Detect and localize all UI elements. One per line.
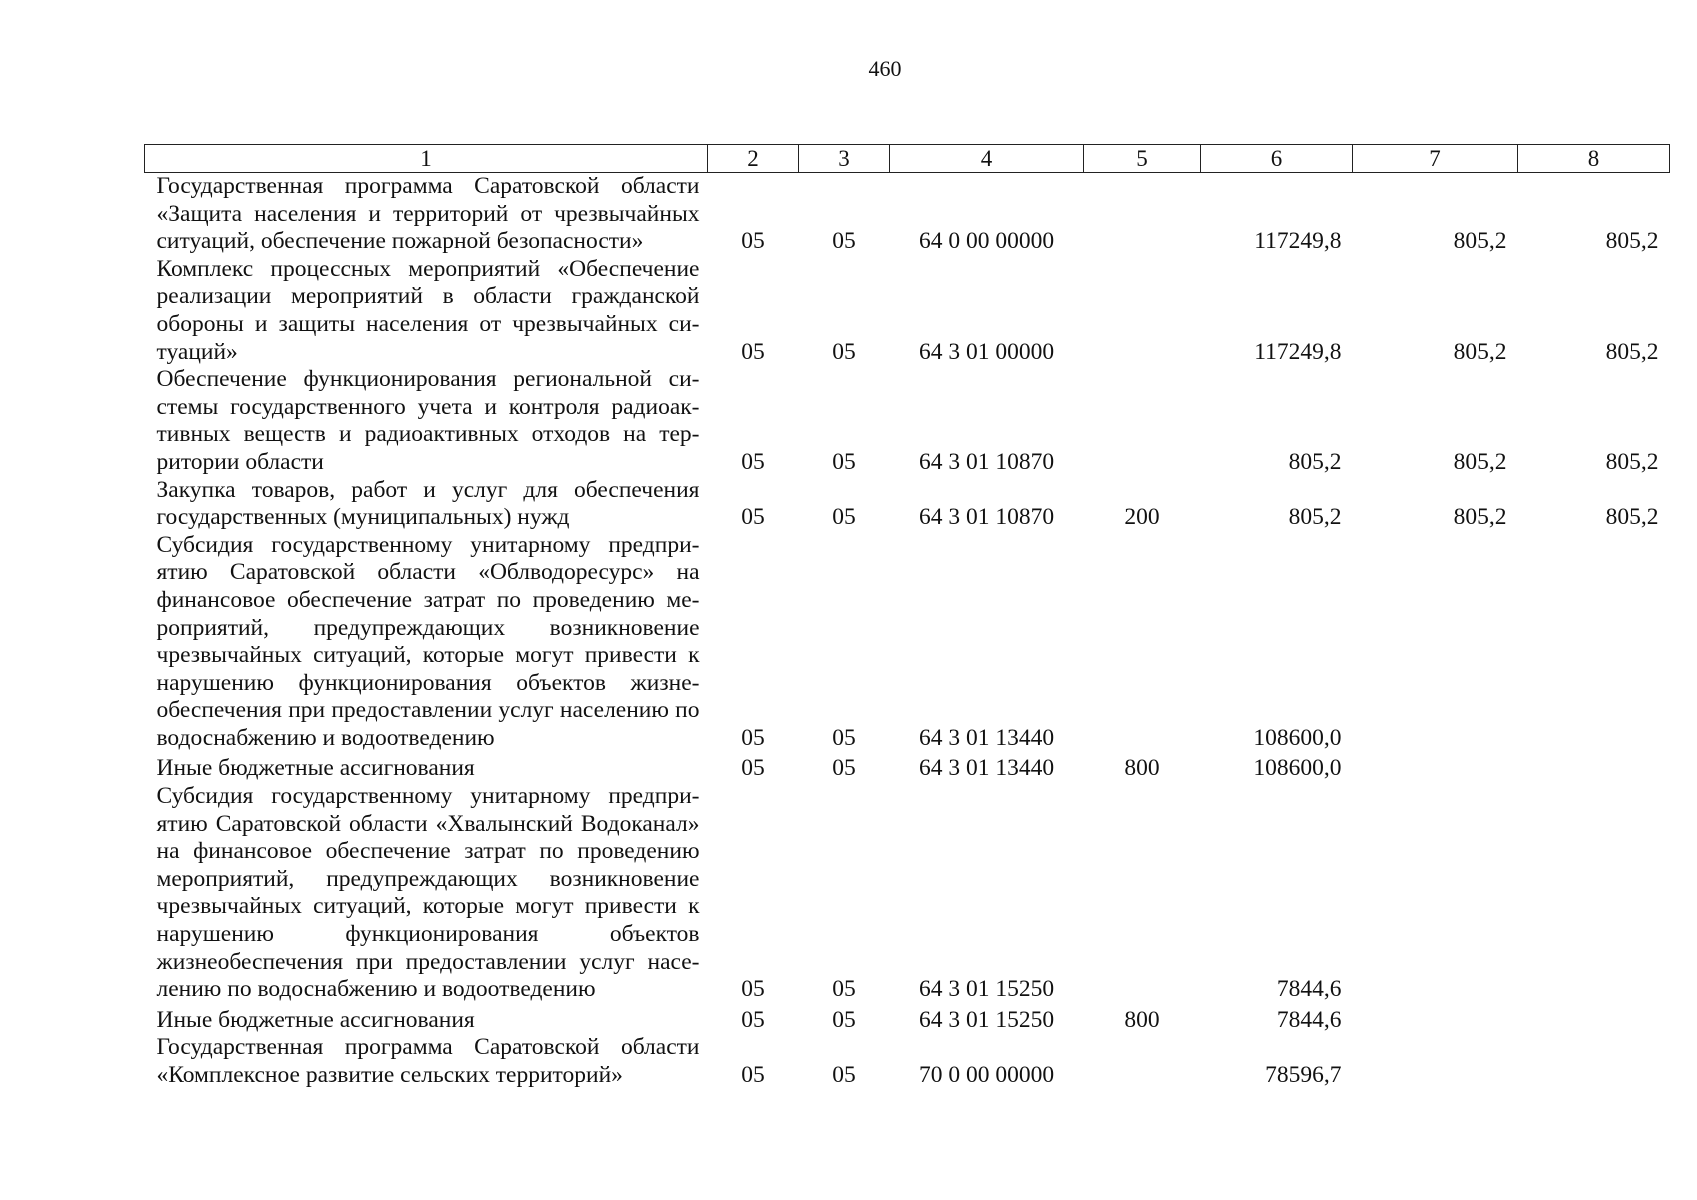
table-row [145,532,1670,753]
row-amount-col8: 805,2 [1605,228,1659,255]
row-name: Комплекс процессных мероприятий «Обеспечение реализации мероприятий в области гражданской обороны и защиты населения от чрезвычайных ситуаций» [156,255,700,365]
row-target-article: 64 3 01 00000 [918,338,1055,365]
row-section: 05 [741,976,765,1003]
row-amount-col7 [1353,1004,1518,1035]
row-section: 05 [741,1006,765,1033]
row-name: Государственная программа Саратовской области «Защита населения и территорий от чрезвычайных ситуаций, обеспечение пожарной безопасности» [156,173,700,255]
row-section: 05 [741,504,765,531]
row-amount-col6: 7844,6 [1276,976,1342,1003]
row-subsection: 05 [832,448,856,475]
header-col-2: 2 [708,145,799,173]
header-col-7: 7 [1353,145,1518,173]
row-expense-type: 800 [1124,755,1160,782]
row-section: 05 [741,755,765,782]
row-amount-col6: 7844,6 [1276,1006,1342,1033]
row-amount-col7 [1353,1034,1518,1089]
header-col-6: 6 [1201,145,1353,173]
row-target-article: 64 0 00 00000 [918,228,1055,255]
row-subsection: 05 [832,724,856,751]
header-row [145,145,1670,173]
page-number: 460 [868,56,902,81]
table-row [145,477,1670,532]
table-row [145,256,1670,366]
table-header [145,145,1670,173]
row-target-article: 64 3 01 13440 [918,755,1055,782]
row-name: Субсидия государственному унитарному предприятию Саратовской области «Хвалынский Водоканал» на финансовое обеспечение затрат по проведению мероприятий, предупреждающих возникновение чрезвычайных ситуаций, которые могут привести к нарушению функционирования объектов жизнеобеспечения при предоставлении услуг населению по водоснабжению и водоотведению [156,783,700,1003]
row-name: Закупка товаров, работ и услуг для обеспечения государственных (муниципальных) нужд [156,476,700,531]
budget-table [144,144,1670,1090]
row-target-article: 64 3 01 13440 [918,724,1055,751]
row-amount-col8: 805,2 [1605,504,1659,531]
table-row [145,752,1670,783]
row-amount-col7 [1353,532,1518,753]
row-expense-type [1084,173,1201,256]
row-section: 05 [741,1062,765,1088]
row-section: 05 [741,228,765,255]
row-subsection: 05 [832,338,856,365]
row-amount-col7 [1353,752,1518,783]
row-amount-col6: 805,2 [1288,448,1342,475]
table-row [145,783,1670,1004]
row-amount-col6: 117249,8 [1254,338,1342,365]
row-amount-col8 [1518,783,1670,1004]
row-amount-col8 [1518,752,1670,783]
row-subsection: 05 [832,504,856,531]
row-expense-type: 200 [1124,504,1160,531]
row-name: Субсидия государственному унитарному предприятию Саратовской области «Облводоресурс» на финансовое обеспечение затрат по проведению мероприятий, предупреждающих возникновение чрезвычайных ситуаций, которые могут привести к нарушению функционирования объектов жизнеобеспечения при предоставлении услуг населению по водоснабжению и водоотведению [156,531,700,751]
row-target-article: 64 3 01 15250 [918,1006,1055,1033]
row-subsection: 05 [832,228,856,255]
row-subsection: 05 [832,976,856,1003]
row-name: Государственная программа Саратовской области «Комплексное развитие сельских территорий» [156,1034,700,1088]
row-name: Иные бюджетные ассигнования [156,755,475,782]
row-section: 05 [741,338,765,365]
row-amount-col8 [1518,532,1670,753]
header-col-1: 1 [145,145,708,173]
row-section: 05 [741,448,765,475]
row-name: Обеспечение функционирования региональной системы государственного учета и контроля радиоактивных веществ и радиоактивных отходов на территории области [156,366,700,475]
header-col-8: 8 [1518,145,1670,173]
row-amount-col8 [1518,1004,1670,1035]
row-amount-col8: 805,2 [1605,338,1659,365]
row-amount-col7: 805,2 [1453,448,1507,475]
row-amount-col6: 805,2 [1288,504,1342,531]
row-expense-type [1084,1034,1201,1089]
row-subsection: 05 [832,1062,856,1088]
row-expense-type: 800 [1124,1006,1160,1033]
header-col-5: 5 [1084,145,1201,173]
row-subsection: 05 [832,755,856,782]
row-target-article: 64 3 01 10870 [918,448,1055,475]
header-col-3: 3 [799,145,890,173]
header-col-4: 4 [890,145,1084,173]
row-amount-col8: 805,2 [1605,448,1659,475]
row-amount-col6: 117249,8 [1254,228,1342,255]
row-amount-col7: 805,2 [1453,504,1507,531]
table-row [145,366,1670,476]
row-name: Иные бюджетные ассигнования [156,1006,475,1033]
table-body [145,173,1670,1090]
row-amount-col6: 78596,7 [1265,1062,1342,1088]
table-row [145,1004,1670,1035]
row-target-article: 64 3 01 10870 [918,504,1055,531]
row-expense-type [1084,256,1201,366]
row-amount-col6: 108600,0 [1253,755,1342,782]
table-row [145,173,1670,256]
row-amount-col8 [1518,1034,1670,1089]
row-amount-col7 [1353,783,1518,1004]
row-amount-col6: 108600,0 [1253,724,1342,751]
row-expense-type [1084,366,1201,476]
row-amount-col7: 805,2 [1453,228,1507,255]
row-expense-type [1084,532,1201,753]
row-amount-col7: 805,2 [1453,338,1507,365]
row-expense-type [1084,783,1201,1004]
row-target-article: 64 3 01 15250 [918,976,1055,1003]
row-section: 05 [741,724,765,751]
table-row [145,1034,1670,1089]
row-subsection: 05 [832,1006,856,1033]
row-target-article: 70 0 00 00000 [918,1062,1055,1088]
